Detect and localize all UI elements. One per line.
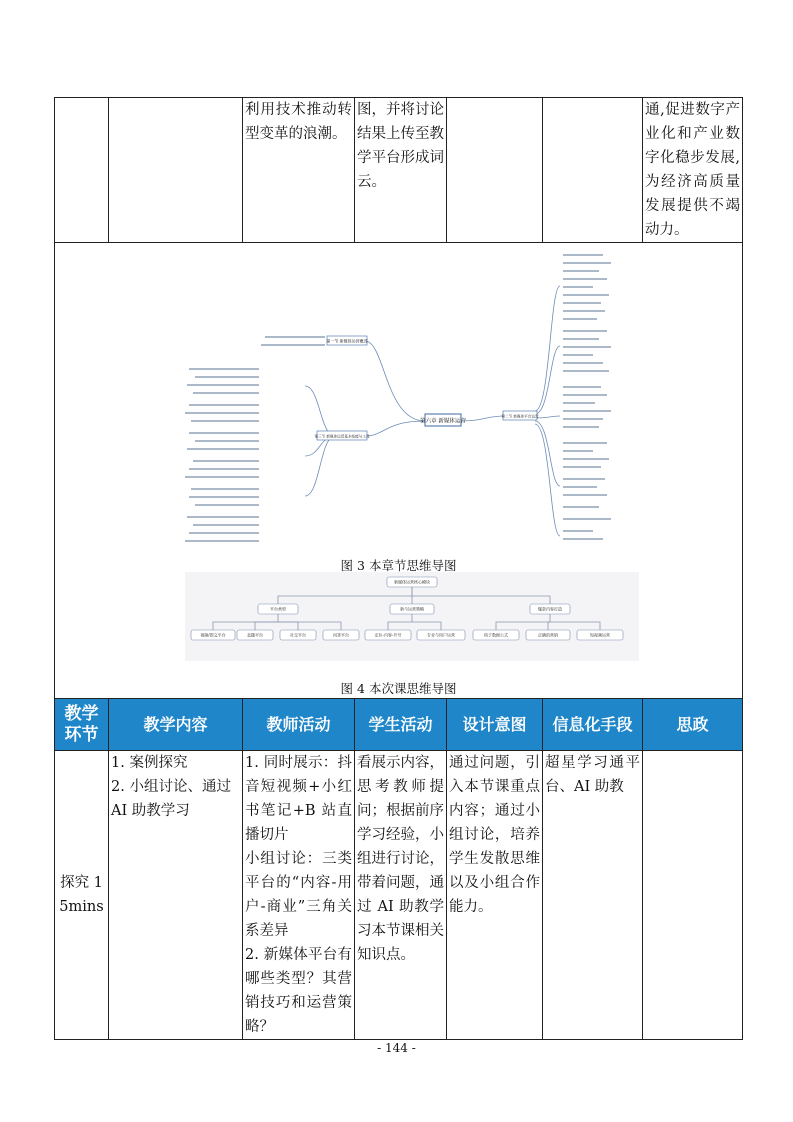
mindmap-l2-5: 定位-内容-开号: [374, 632, 402, 638]
center-node-label: 第六章 新媒体运营: [420, 418, 466, 425]
mindmap-l1-2: 新与运营策略: [400, 606, 424, 612]
header-stage: 教学环节: [55, 699, 109, 751]
page-number: - 144 -: [377, 1041, 416, 1055]
branch-node-2: 第二节 新媒体平台运营: [501, 414, 539, 419]
student-cell: 看展示内容，思考教师提问；根据前序学习经验，小组进行讨论，带着问题，通过 AI 助教学习本节课相关知识点。: [355, 751, 447, 1040]
chapter-mindmap: [185, 246, 615, 551]
ideology-cell: [643, 751, 743, 1040]
header-it: 信息化手段: [543, 699, 643, 751]
mindmap-l2-8: 正确的营销: [538, 632, 558, 638]
mindmap-l1-1: 平台类型: [270, 606, 286, 612]
figure-4-caption: 图 4 本次课思维导图: [340, 681, 457, 696]
mindmap-l2-9: 短视频运营: [590, 632, 610, 638]
mindmap-l2-2: 直播平台: [247, 632, 263, 638]
header-student: 学生活动: [355, 699, 447, 751]
mindmap-l1-3: 爆款内容打造: [538, 606, 562, 612]
top-content-cell: 利用技术推动转型变革的浪潮。: [243, 98, 355, 243]
design-cell: 通过问题，引入本节课重点内容；通过小组讨论，培养学生发散思维以及小组合作能力。: [447, 751, 543, 1040]
header-ideology: 思政: [643, 699, 743, 751]
it-cell: 超星学习通平台、AI 助教: [543, 751, 643, 1040]
top-student-cell: 图，并将讨论结果上传至教学平台形成词云。: [355, 98, 447, 243]
mindmap-l2-3: 社交平台: [290, 632, 306, 638]
header-content: 教学内容: [109, 699, 243, 751]
mindmap-root: 新媒体运营核心模块: [394, 579, 430, 585]
branch-node-1: 第一节 新媒体运营概述: [326, 338, 368, 344]
mindmap-l2-7: 钩子数据公式: [484, 632, 508, 638]
header-design: 设计意图: [447, 699, 543, 751]
figure-3-caption: 图 3 本章节思维导图: [340, 558, 457, 573]
stage-cell: 探究 15mins: [55, 751, 109, 1040]
content-cell: 1. 案例探究 2. 小组讨论、通过 AI 助教学习: [109, 751, 243, 1040]
header-row: [55, 699, 743, 751]
teacher-cell: 1. 同时展示：抖音短视频+小红书笔记+B 站直播切片 小组讨论：三类平台的“内容-用户-商业”三角关系差异 2. 新媒体平台有哪些类型？其营销技巧和运营策略？: [243, 751, 355, 1040]
figure-cell: [55, 243, 743, 699]
figure-row: [55, 243, 743, 699]
top-row: [55, 98, 743, 243]
branch-node-3: 第三节 新媒体运营基本技能与工具: [314, 434, 370, 439]
mindmap-l2-1: 视频/图文平台: [200, 632, 226, 638]
mindmap-l2-6: 专业与用户运营: [427, 632, 455, 638]
inquiry-row: [55, 751, 743, 1040]
lesson-mindmap: [185, 572, 639, 661]
lesson-plan-table: [54, 97, 743, 1040]
top-ideology-cell: 通,促进数字产业化和产业数字化稳步发展,为经济高质量发展提供不竭动力。: [643, 98, 743, 243]
header-teacher: 教师活动: [243, 699, 355, 751]
mindmap-l2-4: 问答平台: [333, 632, 349, 638]
